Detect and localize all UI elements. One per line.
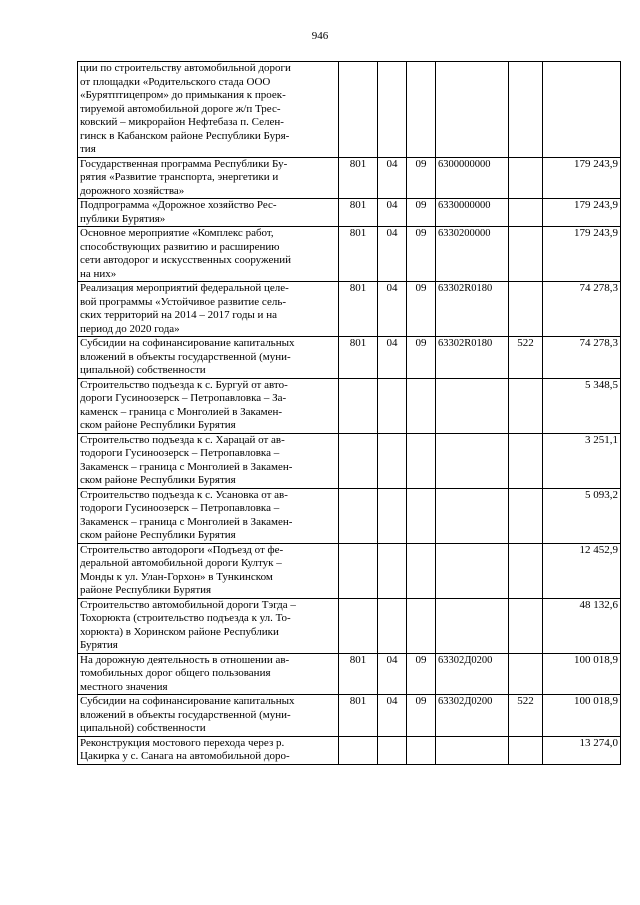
cell-subsection-code <box>407 736 436 764</box>
item-name-line: Тохорюкта (строительство подъезда к ул. То- <box>80 612 291 624</box>
cell-section-code <box>378 378 407 433</box>
cell-department-code: 801 <box>339 157 378 199</box>
table-row <box>78 653 621 695</box>
cell-section-code: 04 <box>378 337 407 379</box>
cell-department-code <box>339 598 378 653</box>
table-row <box>78 598 621 653</box>
cell-department-code <box>339 488 378 543</box>
table-row <box>78 199 621 227</box>
cell-subsection-code: 09 <box>407 337 436 379</box>
cell-target-article-code: 6300000000 <box>436 157 509 199</box>
cell-target-article-code <box>436 736 509 764</box>
cell-item-name <box>78 199 339 227</box>
cell-amount: 179 243,9 <box>543 157 621 199</box>
cell-expense-type-code <box>509 282 543 337</box>
cell-section-code: 04 <box>378 695 407 737</box>
item-name-line: Строительство подъезда к с. Харацай от ав- <box>80 433 285 446</box>
cell-section-code: 04 <box>378 653 407 695</box>
cell-expense-type-code <box>509 199 543 227</box>
item-name-line: Бурятия <box>80 639 118 651</box>
page-number: 946 <box>311 30 329 42</box>
cell-target-article-code: 6330000000 <box>436 199 509 227</box>
cell-expense-type-code <box>509 157 543 199</box>
cell-amount: 100 018,9 <box>543 653 621 695</box>
cell-item-name <box>78 653 339 695</box>
cell-item-name <box>78 488 339 543</box>
cell-section-code <box>378 736 407 764</box>
item-name-line: Строительство автодороги «Подъезд от фе- <box>80 543 284 556</box>
item-name-line: вой программы «Устойчивое развитие сель- <box>80 295 287 308</box>
cell-section-code <box>378 598 407 653</box>
cell-target-article-code <box>436 62 509 158</box>
cell-target-article-code: 63302R0180 <box>436 282 509 337</box>
item-name-line: тируемой автомобильной дороге ж/п Трес- <box>80 102 281 115</box>
item-name-line: Основное мероприятие «Комплекс работ, <box>80 227 274 239</box>
item-name-line: Субсидии на софинансирование капитальных <box>80 337 295 349</box>
cell-amount: 13 274,0 <box>543 736 621 764</box>
cell-subsection-code: 09 <box>407 157 436 199</box>
item-name-line: тия <box>80 143 96 155</box>
item-name-line: от площадки «Родительского стада ООО <box>80 75 271 88</box>
cell-expense-type-code: 522 <box>509 337 543 379</box>
cell-section-code: 04 <box>378 157 407 199</box>
cell-subsection-code <box>407 598 436 653</box>
cell-expense-type-code <box>509 543 543 598</box>
table-row <box>78 378 621 433</box>
cell-subsection-code <box>407 433 436 488</box>
table-row <box>78 157 621 199</box>
cell-item-name <box>78 282 339 337</box>
item-name-line: ском районе Республики Бурятия <box>80 474 236 486</box>
cell-item-name <box>78 62 339 158</box>
cell-target-article-code: 63302R0180 <box>436 337 509 379</box>
cell-item-name <box>78 543 339 598</box>
cell-target-article-code <box>436 598 509 653</box>
cell-subsection-code: 09 <box>407 199 436 227</box>
cell-amount: 5 348,5 <box>543 378 621 433</box>
cell-target-article-code: 63302Д0200 <box>436 695 509 737</box>
item-name-line: ципальной) собственности <box>80 364 206 376</box>
item-name-line: рятия «Развитие транспорта, энергетики и <box>80 171 279 183</box>
cell-department-code: 801 <box>339 653 378 695</box>
item-name-line: Государственная программа Республики Бу- <box>80 157 288 170</box>
item-name-line: вложений в объекты государственной (муни- <box>80 708 291 721</box>
item-name-line: каменск – граница с Монголией в Закамен- <box>80 405 283 418</box>
cell-section-code <box>378 62 407 158</box>
item-name-line: дороги Гусиноозерск – Петропавловка – За- <box>80 392 287 404</box>
cell-section-code: 04 <box>378 227 407 282</box>
item-name-line: районе Республики Бурятия <box>80 584 212 596</box>
item-name-line: Строительство автомобильной дороги Тэгда – <box>80 598 296 611</box>
cell-expense-type-code <box>509 736 543 764</box>
cell-amount: 100 018,9 <box>543 695 621 737</box>
item-name-line: Строительство подъезда к с. Усановка от ав- <box>80 488 288 501</box>
item-name-line: сети автодорог и искусственных сооружений <box>80 254 292 266</box>
item-name-line: ковский – микрорайон Нефтебаза п. Селен- <box>80 116 284 128</box>
table-row <box>78 488 621 543</box>
cell-expense-type-code <box>509 227 543 282</box>
cell-target-article-code <box>436 488 509 543</box>
cell-subsection-code <box>407 62 436 158</box>
item-name-line: Реконструкция мостового перехода через р. <box>80 736 285 749</box>
table-body <box>78 62 621 765</box>
cell-expense-type-code <box>509 378 543 433</box>
item-name-line: Закаменск – граница с Монголией в Закамен- <box>80 460 293 473</box>
item-name-line: ском районе Республики Бурятия <box>80 529 236 541</box>
table-row <box>78 736 621 764</box>
item-name-line: На дорожную деятельность в отношении ав- <box>80 653 290 666</box>
table-row <box>78 282 621 337</box>
cell-subsection-code <box>407 543 436 598</box>
cell-target-article-code <box>436 378 509 433</box>
table-row <box>78 62 621 158</box>
cell-amount: 74 278,3 <box>543 337 621 379</box>
table-row <box>78 337 621 379</box>
cell-amount: 5 093,2 <box>543 488 621 543</box>
cell-department-code: 801 <box>339 695 378 737</box>
cell-expense-type-code <box>509 433 543 488</box>
item-name-line: ских территорий на 2014 – 2017 годы и на <box>80 309 277 321</box>
cell-amount <box>543 62 621 158</box>
cell-amount: 179 243,9 <box>543 199 621 227</box>
cell-subsection-code: 09 <box>407 282 436 337</box>
cell-subsection-code: 09 <box>407 653 436 695</box>
item-name-line: томобильных дорог общего пользования <box>80 667 271 679</box>
item-name-line: на них» <box>80 267 117 280</box>
item-name-line: Цакирка у с. Санага на автомобильной доро- <box>80 750 290 762</box>
cell-section-code <box>378 543 407 598</box>
item-name-line: публики Бурятия» <box>80 212 166 225</box>
cell-item-name <box>78 337 339 379</box>
table-row <box>78 227 621 282</box>
table-row <box>78 543 621 598</box>
cell-subsection-code <box>407 378 436 433</box>
cell-expense-type-code <box>509 598 543 653</box>
cell-department-code: 801 <box>339 227 378 282</box>
cell-subsection-code <box>407 488 436 543</box>
item-name-line: местного значения <box>80 680 168 693</box>
cell-item-name <box>78 433 339 488</box>
cell-subsection-code: 09 <box>407 227 436 282</box>
cell-target-article-code <box>436 543 509 598</box>
item-name-line: гинск в Кабанском районе Республики Буря- <box>80 129 290 142</box>
item-name-line: ции по строительству автомобильной дороги <box>80 62 291 74</box>
cell-item-name <box>78 695 339 737</box>
item-name-line: тодороги Гусиноозерск – Петропавловка – <box>80 447 280 459</box>
cell-subsection-code: 09 <box>407 695 436 737</box>
cell-target-article-code: 63302Д0200 <box>436 653 509 695</box>
cell-section-code <box>378 433 407 488</box>
cell-item-name <box>78 378 339 433</box>
item-name-line: тодороги Гусиноозерск – Петропавловка – <box>80 502 280 514</box>
cell-target-article-code <box>436 433 509 488</box>
cell-amount: 3 251,1 <box>543 433 621 488</box>
cell-amount: 48 132,6 <box>543 598 621 653</box>
cell-amount: 74 278,3 <box>543 282 621 337</box>
cell-department-code: 801 <box>339 337 378 379</box>
cell-item-name <box>78 598 339 653</box>
item-name-line: Закаменск – граница с Монголией в Закамен- <box>80 515 293 528</box>
item-name-line: период до 2020 года» <box>80 322 180 335</box>
cell-section-code: 04 <box>378 199 407 227</box>
budget-table <box>77 61 621 765</box>
item-name-line: способствующих развитию и расширению <box>80 240 280 253</box>
table-row <box>78 433 621 488</box>
item-name-line: деральной автомобильной дороги Култук – <box>80 557 282 569</box>
cell-department-code <box>339 62 378 158</box>
cell-expense-type-code: 522 <box>509 695 543 737</box>
item-name-line: ском районе Республики Бурятия <box>80 419 236 431</box>
item-name-line: Субсидии на софинансирование капитальных <box>80 695 295 707</box>
cell-expense-type-code <box>509 488 543 543</box>
cell-section-code: 04 <box>378 282 407 337</box>
cell-department-code <box>339 736 378 764</box>
item-name-line: «Бурятптицепром» до примыкания к проек- <box>80 89 286 101</box>
cell-target-article-code: 6330200000 <box>436 227 509 282</box>
cell-department-code: 801 <box>339 199 378 227</box>
item-name-line: дорожного хозяйства» <box>80 184 185 197</box>
cell-expense-type-code <box>509 653 543 695</box>
cell-section-code <box>378 488 407 543</box>
item-name-line: Строительство подъезда к с. Бургуй от авто- <box>80 378 288 391</box>
cell-item-name <box>78 736 339 764</box>
cell-item-name <box>78 157 339 199</box>
cell-department-code <box>339 543 378 598</box>
cell-item-name <box>78 227 339 282</box>
cell-department-code <box>339 433 378 488</box>
cell-department-code: 801 <box>339 282 378 337</box>
item-name-line: Подпрограмма «Дорожное хозяйство Рес- <box>80 199 277 211</box>
item-name-line: Реализация мероприятий федеральной целе- <box>80 282 289 294</box>
cell-expense-type-code <box>509 62 543 158</box>
item-name-line: вложений в объекты государственной (муни- <box>80 350 291 363</box>
cell-amount: 12 452,9 <box>543 543 621 598</box>
item-name-line: хорюкта) в Хоринском районе Республики <box>80 625 279 638</box>
item-name-line: Монды к ул. Улан-Горхон» в Тункинском <box>80 570 273 583</box>
table-row <box>78 695 621 737</box>
cell-department-code <box>339 378 378 433</box>
cell-amount: 179 243,9 <box>543 227 621 282</box>
item-name-line: ципальной) собственности <box>80 722 206 734</box>
